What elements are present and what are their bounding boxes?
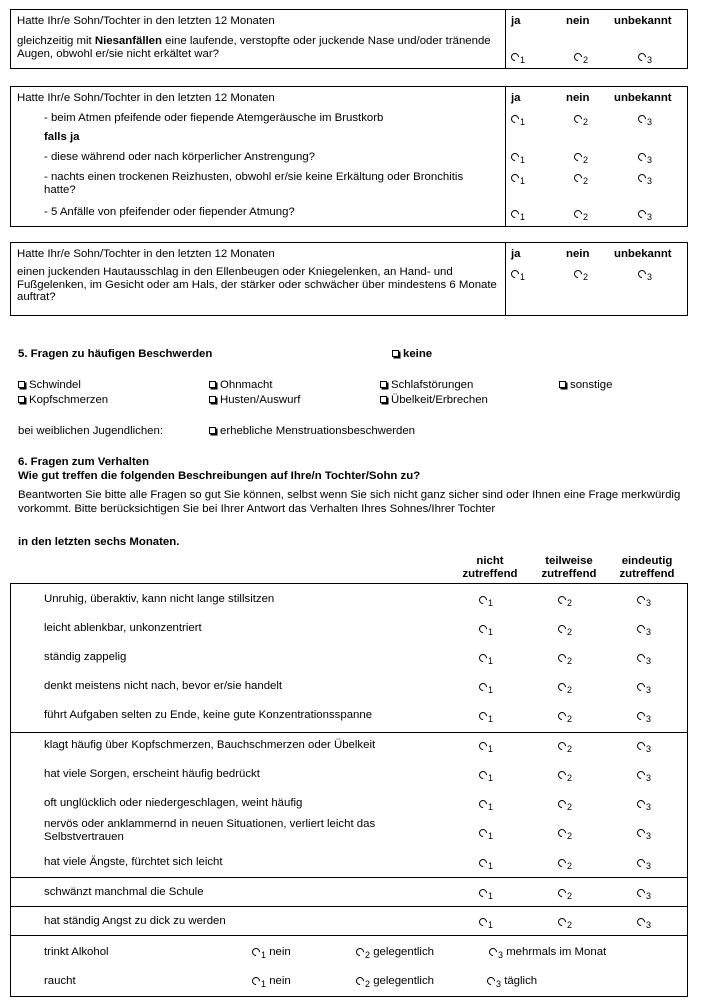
wheeze-item: - diese während oder nach körperlicher Anstrengung? [44, 151, 316, 163]
female-label: bei weiblichen Jugendlichen: [18, 425, 164, 437]
radio-option-2[interactable]: 2 [558, 857, 572, 872]
checkbox-schwindel[interactable]: Schwindel [18, 379, 81, 392]
checkbox-sonstige[interactable]: sonstige [559, 379, 612, 392]
radio-circle-icon [556, 769, 567, 780]
radio-circle-icon [477, 740, 488, 751]
radio-option-1[interactable]: 1 [479, 623, 493, 638]
section6-intro-bold: in den letzten sechs Monaten. [18, 536, 180, 548]
radio-option-2[interactable]: 2 [558, 798, 572, 813]
radio-option-3[interactable]: 3 [637, 798, 651, 813]
radio-option-3[interactable]: 3 [637, 827, 651, 842]
radio-circle-icon [636, 51, 647, 62]
radio-circle-icon [477, 594, 488, 605]
radio-option-1[interactable]: 1 [479, 740, 493, 755]
radio-option-3[interactable]: 3 [638, 172, 652, 187]
behavior-item: führt Aufgaben selten zu Ende, keine gute Konzentrationsspanne [44, 709, 373, 721]
checkbox-ohnmacht[interactable]: Ohnmacht [209, 379, 273, 392]
smoke-option-gelegentlich[interactable]: $_2$ gelegentlich [356, 975, 434, 990]
radio-option-2[interactable]: 2 [558, 681, 572, 696]
radio-option-1[interactable]: 1 [479, 887, 493, 902]
radio-circle-icon [509, 208, 520, 219]
radio-circle-icon [636, 113, 647, 124]
radio-option-2[interactable]: 2 [558, 623, 572, 638]
radio-circle-icon [556, 681, 567, 692]
radio-circle-icon [509, 172, 520, 183]
wheeze-item: - nachts einen trockenen Reizhusten, obwohl er/sie keine Erkältung oder Bronchitis hatte? [44, 171, 464, 196]
radio-circle-icon [572, 172, 583, 183]
checkbox-icon [559, 381, 566, 388]
radio-option-1[interactable]: 1 [511, 113, 525, 128]
radio-option-1[interactable]: 1 [479, 857, 493, 872]
radio-circle-icon [635, 740, 646, 751]
radio-circle-icon [485, 975, 496, 986]
checkbox-icon [209, 381, 216, 388]
col-nein: nein [566, 248, 590, 260]
radio-option-3[interactable]: 3 [637, 594, 651, 609]
radio-circle-icon [635, 769, 646, 780]
checkbox-icon [18, 381, 25, 388]
radio-circle-icon [487, 946, 498, 957]
group-divider [10, 906, 688, 907]
radio-circle-icon [572, 113, 583, 124]
eczema-question: einen juckenden Hautausschlag in den Ellenbeugen oder Kniegelenken, an Hand- und Fußgelenken, im Gesicht oder am Hals, der stärker oder schwächer über mindestens 6 Monate auftrat? [17, 266, 497, 304]
radio-circle-icon [354, 975, 365, 986]
checkbox-schlafstoerungen[interactable]: Schlafstörungen [380, 379, 473, 392]
radio-option-1[interactable]: 1 [511, 51, 525, 66]
radio-option-2[interactable]: 2 [558, 916, 572, 931]
radio-circle-icon [477, 681, 488, 692]
checkbox-icon [209, 427, 216, 434]
smoke-option-taeglich[interactable]: $_3$ täglich [487, 975, 537, 990]
behavior-item: ständig zappelig [44, 651, 127, 663]
behavior-item: schwänzt manchmal die Schule [44, 886, 204, 898]
behavior-item: hat viele Ängste, fürchtet sich leicht [44, 856, 223, 868]
radio-circle-icon [556, 710, 567, 721]
radio-option-1[interactable]: 1 [479, 594, 493, 609]
radio-circle-icon [572, 208, 583, 219]
col-nein: nein [566, 15, 590, 27]
radio-circle-icon [636, 151, 647, 162]
radio-circle-icon [509, 268, 520, 279]
radio-option-2[interactable]: 2 [558, 710, 572, 725]
radio-option-1[interactable]: 1 [479, 827, 493, 842]
wheeze-item: - 5 Anfälle von pfeifender oder fiepender Atmung? [44, 206, 295, 218]
radio-option-3[interactable]: 3 [637, 857, 651, 872]
radio-option-3[interactable]: 3 [638, 268, 652, 283]
radio-circle-icon [556, 623, 567, 634]
radio-circle-icon [635, 623, 646, 634]
behavior-item: leicht ablenkbar, unkonzentriert [44, 622, 202, 634]
behavior-item: Unruhig, überaktiv, kann nicht lange stillsitzen [44, 593, 275, 605]
group-divider [10, 732, 688, 733]
radio-option-2[interactable]: 2 [574, 208, 588, 223]
behavior-item: hat viele Sorgen, erscheint häufig bedrückt [44, 768, 260, 780]
section5-title: 5. Fragen zu häufigen Beschwerden [18, 348, 213, 360]
radio-circle-icon [635, 857, 646, 868]
checkbox-uebelkeit[interactable]: Übelkeit/Erbrechen [380, 394, 488, 407]
radio-option-3[interactable]: 3 [637, 623, 651, 638]
radio-option-1[interactable]: 1 [511, 208, 525, 223]
radio-circle-icon [635, 916, 646, 927]
radio-option-2[interactable]: 2 [558, 887, 572, 902]
box-divider [505, 242, 506, 316]
group-divider [10, 877, 688, 878]
sneeze-question: gleichzeitig mit Niesanfällen eine laufende, verstopfte oder juckende Nase und/oder tränende Augen, obwohl er/sie nicht erkältet war? [17, 35, 491, 60]
col-header-eindeutig: eindeutig zutreffend [619, 555, 675, 580]
radio-circle-icon [556, 594, 567, 605]
radio-circle-icon [509, 151, 520, 162]
radio-circle-icon [635, 798, 646, 809]
falls-ja-label: falls ja [44, 131, 80, 143]
radio-option-2[interactable]: 2 [574, 51, 588, 66]
col-header-teilweise: teilweise zutreffend [541, 555, 597, 580]
radio-option-1[interactable]: 1 [479, 798, 493, 813]
radio-option-3[interactable]: 3 [637, 710, 651, 725]
checkbox-icon [18, 396, 25, 403]
wheeze-item: - beim Atmen pfeifende oder fiepende Atemgeräusche im Brustkorb [44, 112, 384, 124]
radio-circle-icon [572, 268, 583, 279]
radio-option-3[interactable]: 3 [637, 887, 651, 902]
radio-option-3[interactable]: 3 [638, 113, 652, 128]
radio-circle-icon [636, 208, 647, 219]
radio-circle-icon [477, 623, 488, 634]
radio-circle-icon [636, 172, 647, 183]
col-ja: ja [511, 248, 521, 260]
radio-option-3[interactable]: 3 [638, 51, 652, 66]
wheeze-header: Hatte Ihr/e Sohn/Tochter in den letzten 12 Monaten [17, 92, 275, 104]
smoke-label: raucht [44, 975, 76, 987]
box-divider [505, 9, 506, 69]
section6-intro: Beantworten Sie bitte alle Fragen so gut Sie können, selbst wenn Sie sich nicht ganz sicher sind oder Ihnen eine Frage merkwürdig vorkommt. Bitte berücksichtigen Sie bei Ihrer Antwort das Verhalten Ihres Sohnes/Ihrer Tochter [18, 489, 681, 515]
col-nein: nein [566, 92, 590, 104]
radio-option-1[interactable]: 1 [479, 652, 493, 667]
checkbox-icon [392, 350, 399, 357]
smoke-option-nein[interactable]: $_1$ nein [252, 975, 291, 990]
checkbox-keine[interactable]: keine [392, 348, 432, 361]
col-unbekannt: unbekannt [614, 92, 672, 104]
col-unbekannt: unbekannt [614, 248, 672, 260]
checkbox-kopfschmerzen[interactable]: Kopfschmerzen [18, 394, 108, 407]
col-unbekannt: unbekannt [614, 15, 672, 27]
box-divider [505, 86, 506, 227]
checkbox-icon [209, 396, 216, 403]
col-ja: ja [511, 92, 521, 104]
radio-option-1[interactable]: 1 [511, 172, 525, 187]
radio-option-1[interactable]: 1 [511, 151, 525, 166]
radio-circle-icon [477, 798, 488, 809]
radio-circle-icon [635, 681, 646, 692]
radio-circle-icon [635, 594, 646, 605]
radio-option-3[interactable]: 3 [637, 916, 651, 931]
radio-circle-icon [509, 51, 520, 62]
col-ja: ja [511, 15, 521, 27]
radio-option-3[interactable]: 3 [637, 681, 651, 696]
radio-circle-icon [556, 740, 567, 751]
radio-option-3[interactable]: 3 [637, 740, 651, 755]
radio-circle-icon [556, 798, 567, 809]
checkbox-husten[interactable]: Husten/Auswurf [209, 394, 300, 407]
behavior-item: klagt häufig über Kopfschmerzen, Bauchschmerzen oder Übelkeit [44, 739, 376, 751]
radio-circle-icon [635, 652, 646, 663]
radio-option-2[interactable]: 2 [558, 827, 572, 842]
radio-circle-icon [477, 887, 488, 898]
behavior-item: oft unglücklich oder niedergeschlagen, weint häufig [44, 797, 303, 809]
radio-option-3[interactable]: 3 [637, 652, 651, 667]
radio-option-2[interactable]: 2 [574, 151, 588, 166]
radio-circle-icon [477, 827, 488, 838]
radio-option-2[interactable]: 2 [558, 769, 572, 784]
radio-option-2[interactable]: 2 [558, 740, 572, 755]
radio-circle-icon [250, 946, 261, 957]
radio-option-3[interactable]: 3 [637, 769, 651, 784]
sneeze-header: Hatte Ihr/e Sohn/Tochter in den letzten 12 Monaten [17, 15, 275, 27]
radio-circle-icon [572, 151, 583, 162]
alcohol-option-gelegentlich[interactable]: $_2$ gelegentlich [356, 946, 434, 961]
radio-circle-icon [250, 975, 261, 986]
section6-subtitle: Wie gut treffen die folgenden Beschreibungen auf Ihre/n Tochter/Sohn zu? [18, 470, 421, 482]
radio-circle-icon [354, 946, 365, 957]
radio-option-1[interactable]: 1 [479, 769, 493, 784]
radio-option-1[interactable]: 1 [479, 710, 493, 725]
radio-option-3[interactable]: 3 [638, 208, 652, 223]
radio-option-2[interactable]: 2 [558, 652, 572, 667]
behavior-item: denkt meistens nicht nach, bevor er/sie handelt [44, 680, 283, 692]
radio-circle-icon [635, 887, 646, 898]
alcohol-label: trinkt Alkohol [44, 946, 109, 958]
alcohol-option-nein[interactable]: $_1$ nein [252, 946, 291, 961]
checkbox-menstruation[interactable]: erhebliche Menstruationsbeschwerden [209, 425, 415, 438]
radio-option-2[interactable]: 2 [574, 113, 588, 128]
radio-option-1[interactable]: 1 [479, 681, 493, 696]
radio-option-2[interactable]: 2 [558, 594, 572, 609]
radio-circle-icon [477, 916, 488, 927]
radio-circle-icon [635, 710, 646, 721]
radio-circle-icon [477, 769, 488, 780]
radio-circle-icon [556, 857, 567, 868]
radio-option-3[interactable]: 3 [638, 151, 652, 166]
radio-circle-icon [635, 827, 646, 838]
section6-title: 6. Fragen zum Verhalten [18, 456, 150, 468]
radio-option-2[interactable]: 2 [574, 268, 588, 283]
radio-circle-icon [556, 652, 567, 663]
radio-circle-icon [572, 51, 583, 62]
col-header-nicht: nicht zutreffend [462, 555, 518, 580]
checkbox-icon [380, 396, 387, 403]
radio-option-1[interactable]: 1 [511, 268, 525, 283]
behavior-item: nervös oder anklammernd in neuen Situationen, verliert leicht das Selbstvertrauen [44, 818, 376, 844]
radio-circle-icon [636, 268, 647, 279]
radio-option-2[interactable]: 2 [574, 172, 588, 187]
radio-circle-icon [477, 652, 488, 663]
radio-circle-icon [556, 887, 567, 898]
radio-circle-icon [477, 710, 488, 721]
radio-circle-icon [477, 857, 488, 868]
checkbox-icon [380, 381, 387, 388]
radio-circle-icon [556, 827, 567, 838]
behavior-item: hat ständig Angst zu dick zu werden [44, 915, 226, 927]
alcohol-option-mehrmals[interactable]: $_3$ mehrmals im Monat [489, 946, 606, 961]
radio-option-1[interactable]: 1 [479, 916, 493, 931]
eczema-header: Hatte Ihr/e Sohn/Tochter in den letzten 12 Monaten [17, 248, 275, 260]
group-divider [10, 935, 688, 936]
radio-circle-icon [556, 916, 567, 927]
radio-circle-icon [509, 113, 520, 124]
